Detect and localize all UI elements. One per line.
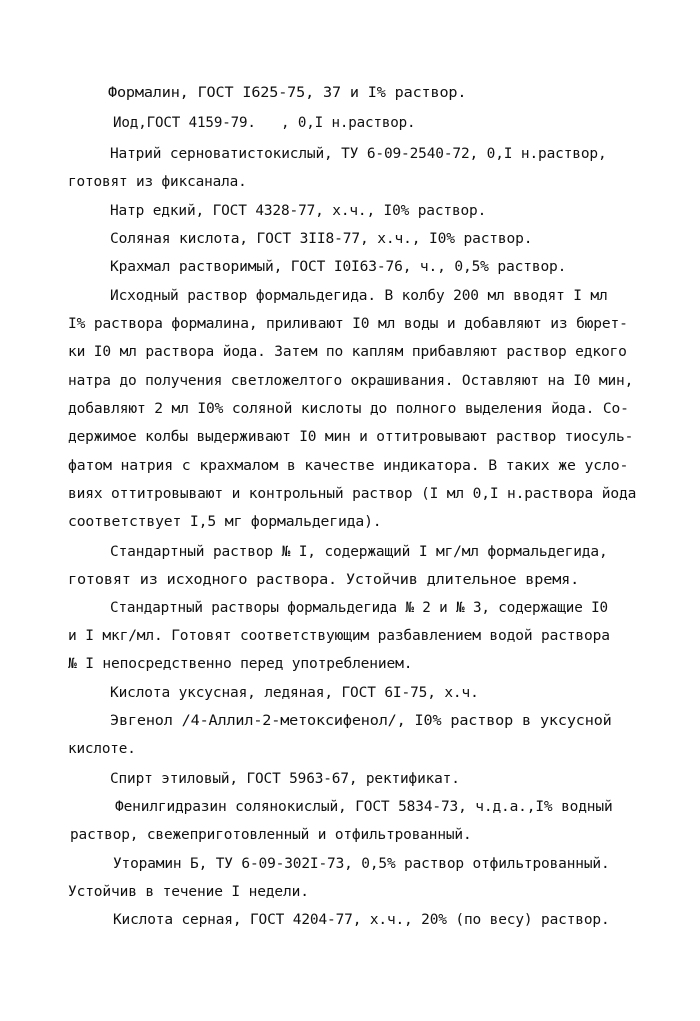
text-line: Кислота уксусная, ледяная, ГОСТ 6I-75, х.ч. xyxy=(110,685,479,701)
text-line: и I мкг/мл. Готовят соответствующим разбавлением водой раствора xyxy=(68,628,610,644)
text-line: Кислота серная, ГОСТ 4204-77, х.ч., 20% (по весу) раствор. xyxy=(113,912,610,928)
text-line: готовят из исходного раствора. Устойчив длительное время. xyxy=(68,572,580,588)
text-line: виях оттитровывают и контрольный раствор (I мл 0,I н.раствора йода xyxy=(68,486,637,502)
text-line: Крахмал растворимый, ГОСТ I0I63-76, ч., 0,5% раствор. xyxy=(110,259,567,275)
text-line: Исходный раствор формальдегида. В колбу 200 мл вводят I мл xyxy=(110,288,608,304)
text-line: I% раствора формалина, приливают I0 мл воды и добавляют из бюрет- xyxy=(68,316,628,332)
text-line: фатом натрия с крахмалом в качестве индикатора. В таких же усло- xyxy=(68,458,629,474)
text-line: соответствует I,5 мг формальдегида). xyxy=(68,514,382,530)
text-line: натра до получения светложелтого окрашивания. Оставляют на I0 мин, xyxy=(68,373,634,389)
text-line: Уторамин Б, ТУ 6-09-302I-73, 0,5% раствор отфильтрованный. xyxy=(113,856,610,872)
text-line: готовят из фиксанала. xyxy=(68,174,247,190)
text-line: Спирт этиловый, ГОСТ 5963-67, ректификат. xyxy=(110,771,460,787)
text-line: № I непосредственно перед употреблением. xyxy=(68,656,413,672)
text-line: Натр едкий, ГОСТ 4328-77, х.ч., I0% раствор. xyxy=(110,203,487,219)
text-line: добавляют 2 мл I0% соляной кислоты до полного выделения йода. Со- xyxy=(68,401,629,417)
text-line: ки I0 мл раствора йода. Затем по каплям прибавляют раствор едкого xyxy=(68,344,627,360)
text-line: держимое колбы выдерживают I0 мин и оттитровывают раствор тиосуль- xyxy=(68,429,634,445)
text-line: Натрий серноватистокислый, ТУ 6-09-2540-72, 0,I н.раствор, xyxy=(110,146,607,162)
text-line: Соляная кислота, ГОСТ 3II8-77, х.ч., I0% раствор. xyxy=(110,231,533,247)
text-line: раствор, свежеприготовленный и отфильтрованный. xyxy=(70,827,472,843)
text-line: Стандартный растворы формальдегида № 2 и № 3, содержащие I0 xyxy=(110,600,609,616)
text-line: Устойчив в течение I недели. xyxy=(68,884,309,900)
text-line: Эвгенол /4-Аллил-2-метоксифенол/, I0% раствор в уксусной xyxy=(110,713,612,729)
text-line: Стандартный раствор № I, содержащий I мг/мл формальдегида, xyxy=(110,544,608,560)
text-line: Формалин, ГОСТ I625-75, 37 и I% раствор. xyxy=(108,85,467,101)
text-line: Иод,ГОСТ 4159-79. , 0,I н.раствор. xyxy=(113,115,416,131)
text-line: кислоте. xyxy=(68,741,136,757)
text-line: Фенилгидразин солянокислый, ГОСТ 5834-73, ч.д.а.,I% водный xyxy=(115,799,613,815)
